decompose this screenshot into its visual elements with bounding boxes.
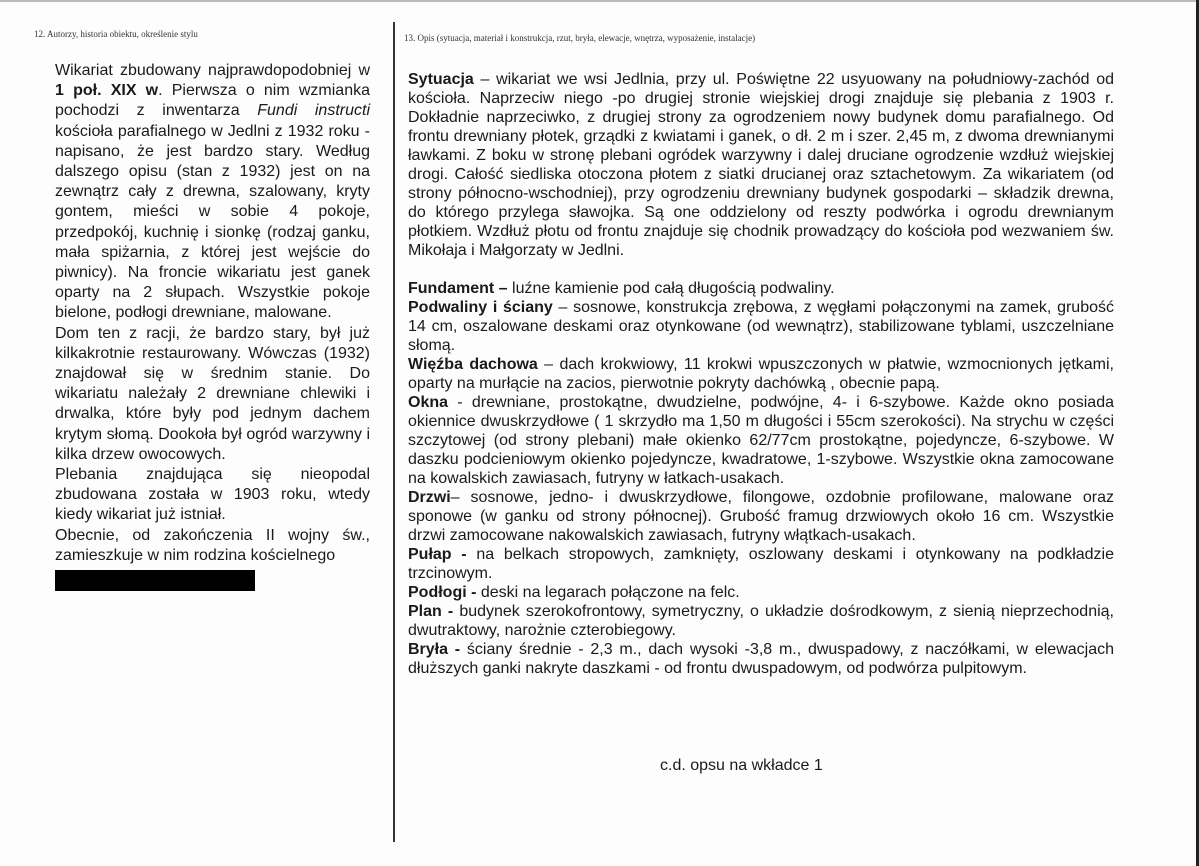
history-paragraph-2: Dom ten z racji, że bardzo stary, był już kilkakrotnie restaurowany. Wówczas (1932) znajdował się w średnim stanie. Do wikariatu należały 2 drewniane chlewiki i drwalka, które były pod jednym dachem krytym słomą. Dookoła był ogród warzywny i kilka drzew owocowych.	[55, 324, 370, 463]
podlogi-label: Podłogi -	[408, 584, 477, 601]
wiezba-label: Więźba dachowa	[408, 356, 538, 373]
page-top-edge	[0, 0, 1199, 2]
section-12-header: 12. Autorzy, historia obiektu, określenie stylu	[34, 29, 198, 39]
fundament-paragraph: Fundament – luźne kamienie pod całą długością podwaliny.	[408, 280, 835, 297]
bryla-label: Bryła -	[408, 641, 461, 658]
podwaliny-paragraph: Podwaliny i ściany – sosnowe, konstrukcja zrębowa, z węgłami połączonymi na zamek, grubość 14 cm, oszalowane deskami oraz otynkowane (od wewnątrz), stabilizowane tyblami, uszczelniane słomą.	[408, 299, 1114, 354]
pulap-label: Pułap -	[408, 546, 467, 563]
fundament-label: Fundament –	[408, 280, 508, 297]
section-13-header: 13. Opis (sytuacja, materiał i konstrukcja, rzut, bryła, elewacje, wnętrza, wyposażenie, instalacje)	[404, 33, 756, 43]
drzwi-label: Drzwi	[408, 489, 451, 506]
history-column	[55, 61, 370, 591]
pulap-paragraph: Pułap - na belkach stropowych, zamknięty, oszlowany deskami i otynkowany na podkładzie trzcinowym.	[408, 546, 1114, 582]
drzwi-paragraph: Drzwi– sosnowe, jedno- i dwuskrzydłowe, filongowe, ozdobnie profilowane, malowane oraz sponowe (w ganku od strony północnej). Grubość framug drzwiowych około 16 cm. Wszystkie drzwi zamocowane nakowalskich zawiasach, futryny włątkach-usakach.	[408, 489, 1114, 544]
sytuacja-label: Sytuacja	[408, 71, 474, 88]
wiezba-paragraph: Więźba dachowa – dach krokwiowy, 11 krokwi wpuszczonych w płatwie, wzmocnionych jętkami, oparty na murłącie na zacios, pierwotnie pokryty dachówką , obecnie papą.	[408, 356, 1114, 392]
history-paragraph-1: Wikariat zbudowany najprawdopodobniej w 1 poł. XIX w. Pierwsza o nim wzmianka pochodzi z inwentarza Fundi instructi kościoła parafialnego w Jedlni z 1932 roku - napisano, że jest bardzo stary. Według dalszego opisu (stan z 1932) jest on na zewnątrz cały z drewna, szalowany, kryty gontem, mieści w sobie 4 pokoje, przedpokój, kuchnię i sionkę (rodzaj ganku, mała spiżarnia, z której jest wejście do piwnicy). Na froncie wikariatu jest ganek oparty na 2 słupach. Wszystkie pokoje bielone, podłogi drewniane, malowane.	[55, 62, 371, 322]
plan-label: Plan -	[408, 603, 454, 620]
redaction-block	[55, 570, 255, 591]
podlogi-paragraph: Podłogi - deski na legarach połączone na felc.	[408, 584, 740, 601]
okna-paragraph: Okna - drewniane, prostokątne, dwudzielne, podwójne, 4- i 6-szybowe. Każde okno posiada okiennice dwuskrzydłowe ( 1 skrzydło ma 1,50 m długości i 55cm szerokości). Na strychu w części szczytowej (od strony plebani) małe okienko 62/77cm prostokątne, pojedyncze, 6-szybowe. W daszku podcieniowym okienko pojedyncze, kwadratowe, 1-szybowe. Wszystkie okna zamocowane na kowalskich zawiasach, futryny w łatkach-usakach.	[408, 394, 1114, 487]
history-paragraph-4: Obecnie, od zakończenia II wojny św., zamieszkuje w nim rodzina kościelnego	[55, 526, 370, 564]
description-column	[408, 70, 1114, 678]
history-paragraph-3: Plebania znajdująca się nieopodal zbudowana została w 1903 roku, wtedy kiedy wikariat już istniał.	[55, 466, 370, 524]
paragraph-gap	[408, 260, 1114, 279]
sytuacja-paragraph: Sytuacja – wikariat we wsi Jedlnia, przy ul. Poświętne 22 usyuowany na południowy-zachód od kościoła. Naprzeciw niego -po drugiej stronie wiejskiej drogi znajduje się plebania z 1903 r. Dokładnie naprzeciwko, z drugiej strony za ogrodzeniem nowy budynek domu parafialnego. Od frontu drewniany płotek, grządki z kwiatami i ganek, o dł. 2 m i szer. 2,45 m, z dwoma drewnianymi ławkami. Z boku w stronę plebani ogródek warzywny i dalej druciane ogrodzenie wzdłuż wiejskiej drogi. Całość siedliska otoczona płotem z siatki drucianej oraz sztachetowym. Za wikariatem (od strony północno-wschodniej), przy ogrodzeniu drewniany budynek gospodarki – składzik drewna, do którego przylega sławojka. Są one oddzielony od reszty podwórka i ogrodu drewnianym płotkiem. Wzdłuż płotu od frontu znajduje się chodnik prowadzący do kościoła pod wezwaniem św. Mikołaja i Małgorzaty w Jedlni.	[408, 71, 1114, 259]
plan-paragraph: Plan - budynek szerokofrontowy, symetryczny, o układzie dośrodkowym, z sienią nieprzechodnią, dwutraktowy, narożnie czterobiegowy.	[408, 603, 1114, 639]
continuation-note: c.d. opsu na wkładce 1	[660, 757, 823, 774]
podwaliny-label: Podwaliny i ściany	[408, 299, 553, 316]
bryla-paragraph: Bryła - ściany średnie - 2,3 m., dach wysoki -3,8 m., dwuspadowy, z naczółkami, w elewacjach dłuższych ganki nakryte daszkami - od frontu dwuspadowym, od podwórza pulpitowym.	[408, 641, 1114, 677]
okna-label: Okna	[408, 394, 449, 411]
dating-bold: 1 poł. XIX w	[55, 82, 159, 100]
source-title-italic: Fundi instructi	[257, 102, 371, 120]
column-divider	[393, 22, 395, 842]
